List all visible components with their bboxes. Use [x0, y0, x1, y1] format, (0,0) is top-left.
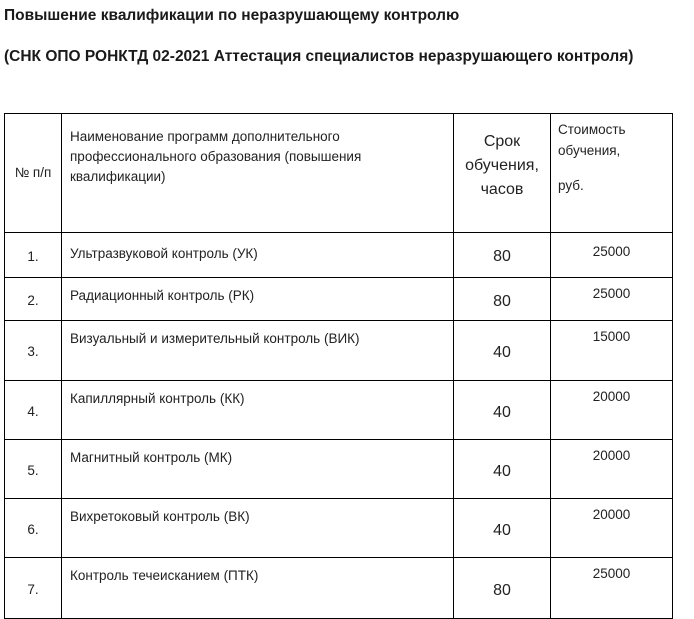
header-duration: Срок обучения, часов [454, 114, 551, 233]
header-cost-currency: руб. [558, 178, 584, 193]
row-duration: 40 [454, 381, 551, 440]
table-row [5, 381, 673, 440]
row-program-name: Визуальный и измерительный контроль (ВИК) [62, 321, 454, 381]
row-program-name: Ультразвуковой контроль (УК) [62, 233, 454, 278]
row-program-name: Капиллярный контроль (КК) [62, 381, 454, 440]
row-duration: 80 [454, 233, 551, 278]
page-title: Повышение квалификации по неразрушающему контролю [4, 7, 460, 24]
row-cost: 20000 [551, 499, 673, 558]
table-header-row [5, 114, 673, 233]
row-number: 6. [5, 499, 62, 558]
row-duration: 80 [454, 558, 551, 619]
row-number: 2. [5, 278, 62, 321]
row-number: 3. [5, 321, 62, 381]
row-cost: 25000 [551, 233, 673, 278]
header-number: № п/п [5, 114, 62, 233]
row-number: 7. [5, 558, 62, 619]
table-body [5, 233, 673, 619]
row-cost: 15000 [551, 321, 673, 381]
table-row [5, 558, 673, 619]
row-program-name: Магнитный контроль (МК) [62, 440, 454, 499]
row-number: 1. [5, 233, 62, 278]
table-row [5, 440, 673, 499]
row-duration: 80 [454, 278, 551, 321]
row-program-name: Контроль течеисканием (ПТК) [62, 558, 454, 619]
page-subtitle: (СНК ОПО РОНКТД 02-2021 Аттестация специалистов неразрушающего контроля) [4, 48, 634, 65]
row-duration: 40 [454, 499, 551, 558]
header-cost-label: Стоимость обучения, [558, 122, 626, 158]
row-cost: 25000 [551, 558, 673, 619]
row-number: 4. [5, 381, 62, 440]
header-cost [551, 114, 673, 233]
row-cost: 25000 [551, 278, 673, 321]
table-row [5, 233, 673, 278]
row-number: 5. [5, 440, 62, 499]
row-program-name: Вихретоковый контроль (ВК) [62, 499, 454, 558]
table-row [5, 321, 673, 381]
row-program-name: Радиационный контроль (РК) [62, 278, 454, 321]
row-duration: 40 [454, 440, 551, 499]
row-cost: 20000 [551, 440, 673, 499]
programs-table [4, 113, 673, 619]
row-duration: 40 [454, 321, 551, 381]
header-program-name: Наименование программ дополнительного профессионального образования (повышения квалификации) [62, 114, 454, 233]
table-row [5, 278, 673, 321]
row-cost: 20000 [551, 381, 673, 440]
table-row [5, 499, 673, 558]
